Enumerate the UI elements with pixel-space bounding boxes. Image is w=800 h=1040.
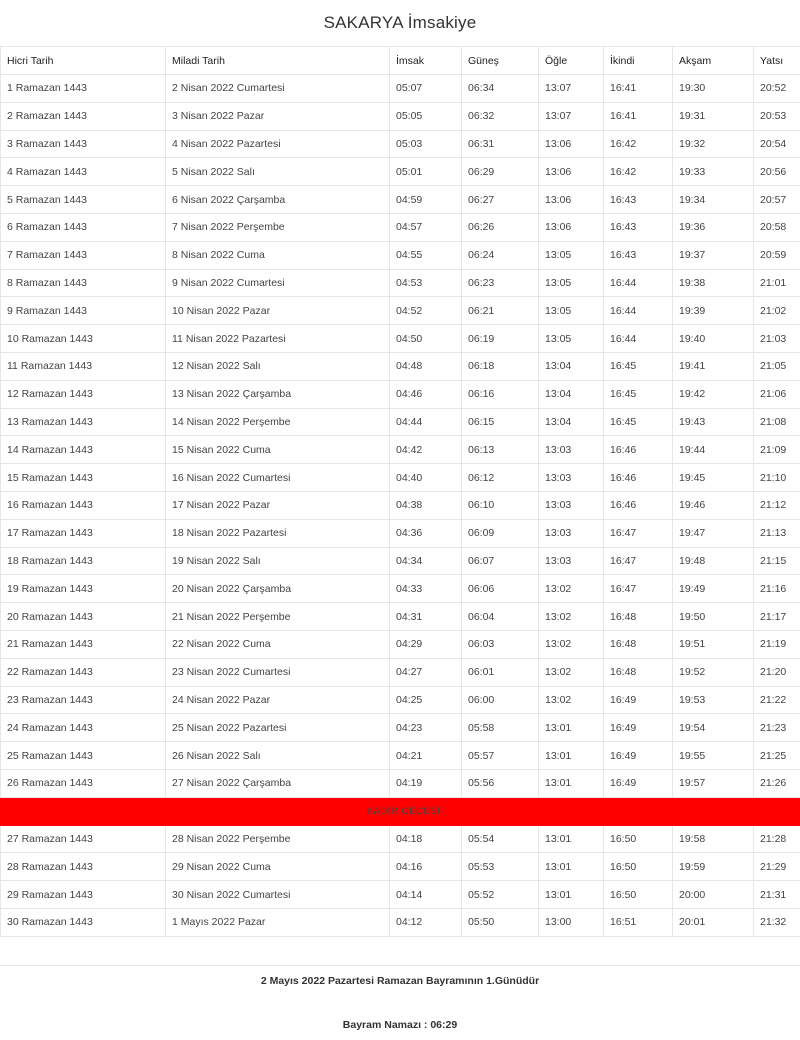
table-cell: 06:23 — [462, 269, 539, 297]
table-cell: 21:13 — [754, 519, 800, 547]
table-cell: 20:58 — [754, 213, 800, 241]
table-cell: 04:29 — [390, 630, 462, 658]
table-cell: 13:05 — [539, 269, 604, 297]
table-row — [1, 464, 800, 492]
table-cell: 25 Nisan 2022 Pazartesi — [166, 714, 390, 742]
table-cell: 19:50 — [673, 603, 754, 631]
table-row — [1, 658, 800, 686]
kadir-gecesi-label: KADİR GECESİ — [1, 797, 800, 825]
page-title: SAKARYA İmsakiye — [0, 0, 800, 46]
table-cell: 28 Nisan 2022 Perşembe — [166, 825, 390, 853]
header-row — [1, 47, 800, 75]
column-header: Öğle — [539, 47, 604, 75]
table-cell: 13:02 — [539, 686, 604, 714]
table-cell: 20:53 — [754, 102, 800, 130]
table-cell: 21 Ramazan 1443 — [1, 630, 166, 658]
table-cell: 19:38 — [673, 269, 754, 297]
table-cell: 06:03 — [462, 630, 539, 658]
table-cell: 05:03 — [390, 130, 462, 158]
table-row — [1, 742, 800, 770]
bayram-info: 2 Mayıs 2022 Pazartesi Ramazan Bayramının 1.Günüdür — [0, 966, 800, 996]
table-cell: 16:45 — [604, 380, 673, 408]
table-cell: 19:55 — [673, 742, 754, 770]
table-cell: 13:03 — [539, 464, 604, 492]
table-cell: 16:42 — [604, 158, 673, 186]
table-cell: 21:03 — [754, 325, 800, 353]
table-row — [1, 630, 800, 658]
table-cell: 16:47 — [604, 519, 673, 547]
table-cell: 04:33 — [390, 575, 462, 603]
table-cell: 21:06 — [754, 380, 800, 408]
table-cell: 15 Nisan 2022 Cuma — [166, 436, 390, 464]
table-cell: 6 Ramazan 1443 — [1, 213, 166, 241]
table-cell: 04:42 — [390, 436, 462, 464]
table-row — [1, 714, 800, 742]
table-cell: 16:49 — [604, 714, 673, 742]
table-cell: 10 Nisan 2022 Pazar — [166, 297, 390, 325]
table-cell: 05:01 — [390, 158, 462, 186]
table-cell: 05:05 — [390, 102, 462, 130]
table-cell: 30 Ramazan 1443 — [1, 908, 166, 936]
table-cell: 24 Nisan 2022 Pazar — [166, 686, 390, 714]
table-cell: 13:04 — [539, 408, 604, 436]
table-row — [1, 75, 800, 103]
table-cell: 8 Nisan 2022 Cuma — [166, 241, 390, 269]
column-header: Yatsı — [754, 47, 800, 75]
table-cell: 26 Ramazan 1443 — [1, 769, 166, 797]
table-cell: 13:03 — [539, 491, 604, 519]
table-cell: 16:49 — [604, 769, 673, 797]
table-cell: 06:10 — [462, 491, 539, 519]
table-cell: 04:44 — [390, 408, 462, 436]
table-cell: 21:25 — [754, 742, 800, 770]
table-cell: 12 Nisan 2022 Salı — [166, 352, 390, 380]
table-row — [1, 213, 800, 241]
table-cell: 06:12 — [462, 464, 539, 492]
table-cell: 21:28 — [754, 825, 800, 853]
table-cell: 16:48 — [604, 603, 673, 631]
table-cell: 1 Ramazan 1443 — [1, 75, 166, 103]
table-cell: 04:34 — [390, 547, 462, 575]
table-cell: 13:07 — [539, 102, 604, 130]
table-row — [1, 908, 800, 936]
table-cell: 19 Ramazan 1443 — [1, 575, 166, 603]
table-cell: 16:46 — [604, 436, 673, 464]
table-cell: 13:01 — [539, 714, 604, 742]
table-cell: 04:38 — [390, 491, 462, 519]
table-header — [1, 47, 800, 75]
table-cell: 1 Mayıs 2022 Pazar — [166, 908, 390, 936]
table-cell: 18 Nisan 2022 Pazartesi — [166, 519, 390, 547]
table-cell: 16:45 — [604, 408, 673, 436]
table-cell: 13:01 — [539, 742, 604, 770]
table-cell: 05:52 — [462, 881, 539, 909]
imsakiye-table — [0, 46, 800, 937]
table-cell: 06:04 — [462, 603, 539, 631]
table-cell: 21:19 — [754, 630, 800, 658]
table-cell: 21:32 — [754, 908, 800, 936]
table-cell: 16:44 — [604, 269, 673, 297]
table-cell: 04:25 — [390, 686, 462, 714]
table-cell: 19:32 — [673, 130, 754, 158]
table-cell: 21:22 — [754, 686, 800, 714]
table-cell: 19:45 — [673, 464, 754, 492]
table-cell: 19:33 — [673, 158, 754, 186]
table-cell: 19:40 — [673, 325, 754, 353]
table-cell: 28 Ramazan 1443 — [1, 853, 166, 881]
table-cell: 13:00 — [539, 908, 604, 936]
table-cell: 06:26 — [462, 213, 539, 241]
table-cell: 5 Nisan 2022 Salı — [166, 158, 390, 186]
table-cell: 13:02 — [539, 630, 604, 658]
table-cell: 16:50 — [604, 881, 673, 909]
table-cell: 29 Nisan 2022 Cuma — [166, 853, 390, 881]
table-row — [1, 686, 800, 714]
table-cell: 21:15 — [754, 547, 800, 575]
table-cell: 06:18 — [462, 352, 539, 380]
table-cell: 04:23 — [390, 714, 462, 742]
table-cell: 13:06 — [539, 186, 604, 214]
table-cell: 04:40 — [390, 464, 462, 492]
table-row — [1, 297, 800, 325]
table-cell: 16:46 — [604, 491, 673, 519]
table-cell: 05:50 — [462, 908, 539, 936]
table-row — [1, 130, 800, 158]
table-cell: 7 Nisan 2022 Perşembe — [166, 213, 390, 241]
table-row — [1, 547, 800, 575]
table-cell: 16:41 — [604, 102, 673, 130]
table-cell: 20:59 — [754, 241, 800, 269]
table-cell: 04:46 — [390, 380, 462, 408]
table-row — [1, 269, 800, 297]
table-cell: 13:05 — [539, 297, 604, 325]
table-cell: 05:54 — [462, 825, 539, 853]
table-cell: 04:55 — [390, 241, 462, 269]
table-cell: 04:12 — [390, 908, 462, 936]
kadir-gecesi-row — [1, 797, 800, 825]
table-cell: 27 Nisan 2022 Çarşamba — [166, 769, 390, 797]
table-cell: 21:31 — [754, 881, 800, 909]
table-cell: 13:06 — [539, 158, 604, 186]
table-row — [1, 603, 800, 631]
table-cell: 19 Nisan 2022 Salı — [166, 547, 390, 575]
table-cell: 06:16 — [462, 380, 539, 408]
table-cell: 19:51 — [673, 630, 754, 658]
table-cell: 11 Ramazan 1443 — [1, 352, 166, 380]
table-cell: 04:31 — [390, 603, 462, 631]
table-cell: 16:42 — [604, 130, 673, 158]
table-cell: 13 Ramazan 1443 — [1, 408, 166, 436]
table-cell: 17 Nisan 2022 Pazar — [166, 491, 390, 519]
table-cell: 13:02 — [539, 575, 604, 603]
table-cell: 04:52 — [390, 297, 462, 325]
table-row — [1, 186, 800, 214]
table-cell: 16:50 — [604, 825, 673, 853]
table-cell: 19:43 — [673, 408, 754, 436]
bayram-namazi: Bayram Namazı : 06:29 — [0, 1010, 800, 1040]
column-header: Akşam — [673, 47, 754, 75]
table-cell: 16:46 — [604, 464, 673, 492]
table-cell: 21:23 — [754, 714, 800, 742]
table-cell: 19:31 — [673, 102, 754, 130]
table-row — [1, 436, 800, 464]
table-row — [1, 881, 800, 909]
table-cell: 21:10 — [754, 464, 800, 492]
table-cell: 19:59 — [673, 853, 754, 881]
table-cell: 06:01 — [462, 658, 539, 686]
table-cell: 16:45 — [604, 352, 673, 380]
column-header: Miladi Tarih — [166, 47, 390, 75]
table-row — [1, 325, 800, 353]
table-cell: 19:49 — [673, 575, 754, 603]
table-cell: 06:31 — [462, 130, 539, 158]
table-cell: 04:14 — [390, 881, 462, 909]
table-cell: 23 Nisan 2022 Cumartesi — [166, 658, 390, 686]
table-cell: 05:58 — [462, 714, 539, 742]
table-cell: 21:01 — [754, 269, 800, 297]
table-cell: 06:21 — [462, 297, 539, 325]
table-cell: 3 Nisan 2022 Pazar — [166, 102, 390, 130]
table-cell: 05:07 — [390, 75, 462, 103]
table-cell: 04:48 — [390, 352, 462, 380]
table-cell: 20:57 — [754, 186, 800, 214]
table-cell: 16:49 — [604, 686, 673, 714]
table-cell: 20 Nisan 2022 Çarşamba — [166, 575, 390, 603]
table-body — [1, 75, 800, 937]
table-cell: 5 Ramazan 1443 — [1, 186, 166, 214]
table-cell: 06:27 — [462, 186, 539, 214]
table-cell: 16 Ramazan 1443 — [1, 491, 166, 519]
table-row — [1, 575, 800, 603]
table-cell: 16 Nisan 2022 Cumartesi — [166, 464, 390, 492]
table-cell: 04:50 — [390, 325, 462, 353]
table-cell: 30 Nisan 2022 Cumartesi — [166, 881, 390, 909]
table-cell: 16:48 — [604, 630, 673, 658]
table-cell: 04:16 — [390, 853, 462, 881]
table-cell: 06:06 — [462, 575, 539, 603]
table-cell: 19:47 — [673, 519, 754, 547]
table-cell: 16:51 — [604, 908, 673, 936]
table-row — [1, 102, 800, 130]
table-cell: 16:47 — [604, 547, 673, 575]
table-cell: 13:05 — [539, 241, 604, 269]
table-cell: 19:37 — [673, 241, 754, 269]
table-cell: 04:53 — [390, 269, 462, 297]
table-cell: 13:01 — [539, 881, 604, 909]
table-cell: 20:52 — [754, 75, 800, 103]
table-cell: 05:53 — [462, 853, 539, 881]
table-cell: 16:43 — [604, 186, 673, 214]
table-cell: 19:42 — [673, 380, 754, 408]
table-cell: 05:56 — [462, 769, 539, 797]
table-cell: 06:19 — [462, 325, 539, 353]
table-cell: 06:15 — [462, 408, 539, 436]
table-cell: 13:02 — [539, 603, 604, 631]
table-cell: 20:54 — [754, 130, 800, 158]
table-cell: 06:00 — [462, 686, 539, 714]
table-cell: 06:32 — [462, 102, 539, 130]
table-cell: 04:36 — [390, 519, 462, 547]
footer — [0, 965, 800, 1040]
table-cell: 13:01 — [539, 769, 604, 797]
column-header: Hicri Tarih — [1, 47, 166, 75]
table-cell: 22 Nisan 2022 Cuma — [166, 630, 390, 658]
table-cell: 26 Nisan 2022 Salı — [166, 742, 390, 770]
table-cell: 16:44 — [604, 325, 673, 353]
table-cell: 21:16 — [754, 575, 800, 603]
table-cell: 12 Ramazan 1443 — [1, 380, 166, 408]
table-cell: 21:29 — [754, 853, 800, 881]
table-cell: 13 Nisan 2022 Çarşamba — [166, 380, 390, 408]
table-cell: 13:03 — [539, 436, 604, 464]
table-cell: 21:02 — [754, 297, 800, 325]
table-cell: 04:27 — [390, 658, 462, 686]
table-row — [1, 853, 800, 881]
table-cell: 19:54 — [673, 714, 754, 742]
table-cell: 19:58 — [673, 825, 754, 853]
table-cell: 21:26 — [754, 769, 800, 797]
table-cell: 16:49 — [604, 742, 673, 770]
table-cell: 16:41 — [604, 75, 673, 103]
table-cell: 16:43 — [604, 213, 673, 241]
table-cell: 19:57 — [673, 769, 754, 797]
table-cell: 06:29 — [462, 158, 539, 186]
table-cell: 21:20 — [754, 658, 800, 686]
table-cell: 16:44 — [604, 297, 673, 325]
table-cell: 15 Ramazan 1443 — [1, 464, 166, 492]
table-cell: 13:04 — [539, 352, 604, 380]
table-cell: 16:50 — [604, 853, 673, 881]
table-row — [1, 352, 800, 380]
column-header: Güneş — [462, 47, 539, 75]
table-cell: 19:44 — [673, 436, 754, 464]
table-cell: 14 Nisan 2022 Perşembe — [166, 408, 390, 436]
table-cell: 19:36 — [673, 213, 754, 241]
table-cell: 13:05 — [539, 325, 604, 353]
table-cell: 6 Nisan 2022 Çarşamba — [166, 186, 390, 214]
table-cell: 04:59 — [390, 186, 462, 214]
table-cell: 06:07 — [462, 547, 539, 575]
table-cell: 20:01 — [673, 908, 754, 936]
table-cell: 4 Nisan 2022 Pazartesi — [166, 130, 390, 158]
table-row — [1, 380, 800, 408]
table-cell: 19:41 — [673, 352, 754, 380]
table-cell: 19:48 — [673, 547, 754, 575]
table-cell: 06:24 — [462, 241, 539, 269]
table-row — [1, 519, 800, 547]
table-cell: 25 Ramazan 1443 — [1, 742, 166, 770]
table-cell: 2 Ramazan 1443 — [1, 102, 166, 130]
table-cell: 21 Nisan 2022 Perşembe — [166, 603, 390, 631]
table-cell: 20:56 — [754, 158, 800, 186]
table-cell: 3 Ramazan 1443 — [1, 130, 166, 158]
table-cell: 20 Ramazan 1443 — [1, 603, 166, 631]
table-cell: 29 Ramazan 1443 — [1, 881, 166, 909]
table-cell: 21:17 — [754, 603, 800, 631]
table-cell: 13:06 — [539, 130, 604, 158]
table-cell: 9 Nisan 2022 Cumartesi — [166, 269, 390, 297]
table-cell: 04:21 — [390, 742, 462, 770]
table-cell: 13:03 — [539, 547, 604, 575]
table-row — [1, 241, 800, 269]
table-cell: 13:01 — [539, 853, 604, 881]
table-cell: 06:09 — [462, 519, 539, 547]
table-cell: 05:57 — [462, 742, 539, 770]
table-cell: 4 Ramazan 1443 — [1, 158, 166, 186]
table-row — [1, 408, 800, 436]
table-cell: 04:57 — [390, 213, 462, 241]
table-cell: 8 Ramazan 1443 — [1, 269, 166, 297]
table-cell: 13:02 — [539, 658, 604, 686]
table-cell: 21:12 — [754, 491, 800, 519]
table-cell: 24 Ramazan 1443 — [1, 714, 166, 742]
table-cell: 14 Ramazan 1443 — [1, 436, 166, 464]
table-cell: 18 Ramazan 1443 — [1, 547, 166, 575]
table-cell: 2 Nisan 2022 Cumartesi — [166, 75, 390, 103]
table-cell: 10 Ramazan 1443 — [1, 325, 166, 353]
table-cell: 17 Ramazan 1443 — [1, 519, 166, 547]
column-header: İkindi — [604, 47, 673, 75]
table-cell: 19:34 — [673, 186, 754, 214]
table-cell: 16:47 — [604, 575, 673, 603]
table-cell: 13:03 — [539, 519, 604, 547]
table-cell: 7 Ramazan 1443 — [1, 241, 166, 269]
column-header: İmsak — [390, 47, 462, 75]
table-cell: 13:07 — [539, 75, 604, 103]
table-cell: 19:46 — [673, 491, 754, 519]
table-cell: 16:43 — [604, 241, 673, 269]
table-cell: 23 Ramazan 1443 — [1, 686, 166, 714]
table-cell: 19:52 — [673, 658, 754, 686]
table-cell: 16:48 — [604, 658, 673, 686]
table-cell: 21:05 — [754, 352, 800, 380]
table-cell: 13:01 — [539, 825, 604, 853]
table-cell: 13:04 — [539, 380, 604, 408]
table-cell: 04:18 — [390, 825, 462, 853]
table-cell: 11 Nisan 2022 Pazartesi — [166, 325, 390, 353]
table-cell: 21:08 — [754, 408, 800, 436]
table-cell: 19:53 — [673, 686, 754, 714]
table-cell: 19:39 — [673, 297, 754, 325]
table-row — [1, 769, 800, 797]
table-cell: 21:09 — [754, 436, 800, 464]
table-cell: 20:00 — [673, 881, 754, 909]
table-row — [1, 825, 800, 853]
table-cell: 04:19 — [390, 769, 462, 797]
table-cell: 27 Ramazan 1443 — [1, 825, 166, 853]
table-cell: 13:06 — [539, 213, 604, 241]
table-cell: 22 Ramazan 1443 — [1, 658, 166, 686]
table-cell: 06:13 — [462, 436, 539, 464]
table-cell: 06:34 — [462, 75, 539, 103]
table-cell: 19:30 — [673, 75, 754, 103]
table-row — [1, 158, 800, 186]
table-cell: 9 Ramazan 1443 — [1, 297, 166, 325]
table-row — [1, 491, 800, 519]
